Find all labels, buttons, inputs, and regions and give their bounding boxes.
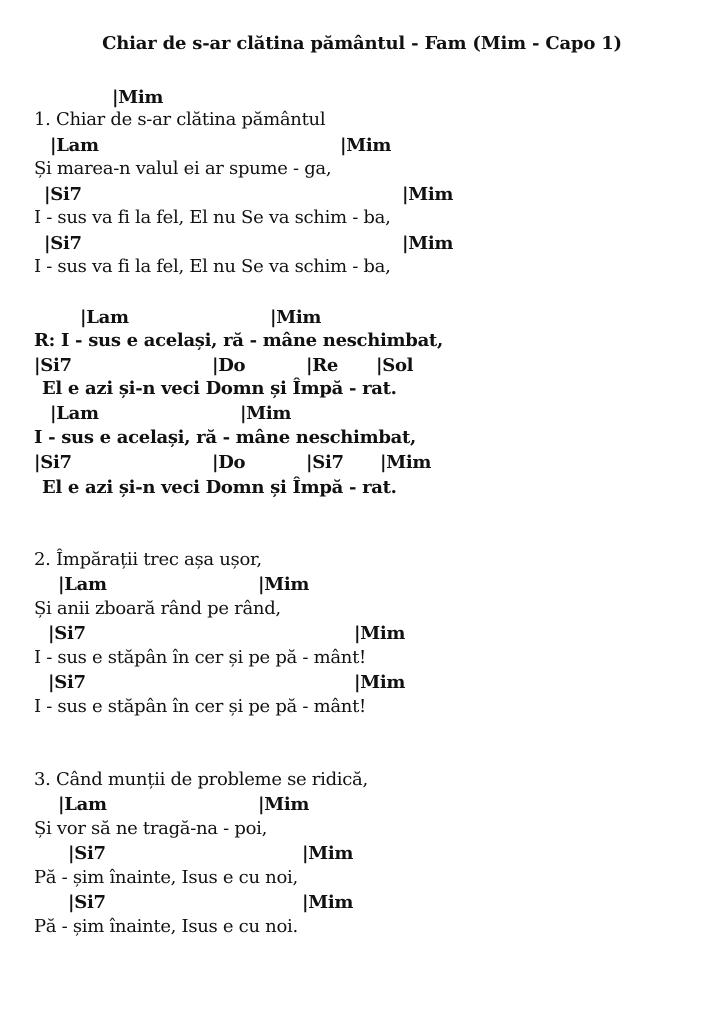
chord: |Si7 (34, 452, 72, 473)
chord: |Si7 (34, 355, 72, 376)
chord: |Si7 (68, 892, 106, 913)
chord: |Si7 (44, 233, 82, 254)
chord: |Sol (376, 355, 414, 376)
lyric-line: I - sus va fi la fel, El nu Se va schim - ba, (34, 256, 391, 277)
lyric-line: I - sus va fi la fel, El nu Se va schim - ba, (34, 207, 391, 228)
chorus-line: I - sus e același, ră - mâne neschimbat, (34, 427, 416, 448)
lyric-line: Pă - șim înainte, Isus e cu noi. (34, 916, 298, 937)
chord: |Lam (58, 574, 107, 595)
chord: |Do (212, 355, 246, 376)
chord: |Mim (402, 184, 454, 205)
chord: |Mim (340, 135, 392, 156)
chorus-line: El e azi și-n veci Domn și Împă - rat. (42, 477, 397, 498)
chord: |Mim (112, 87, 164, 108)
chord: |Mim (258, 574, 310, 595)
chord: |Mim (240, 403, 292, 424)
chord: |Si7 (68, 843, 106, 864)
lyric-line: I - sus e stăpân în cer și pe pă - mânt! (34, 647, 366, 668)
lyric-line: Și marea-n valul ei ar spume - ga, (34, 158, 332, 179)
chord: |Mim (270, 307, 322, 328)
lyric-line: Și vor să ne tragă-na - poi, (34, 818, 267, 839)
chord: |Lam (50, 135, 99, 156)
lyric-line: 3. Când munții de probleme se ridică, (34, 769, 368, 790)
chord: |Mim (354, 672, 406, 693)
chord: |Mim (258, 794, 310, 815)
chorus-line: R: I - sus e același, ră - mâne neschimbat, (34, 330, 443, 351)
chord: |Mim (354, 623, 406, 644)
chord: |Do (212, 452, 246, 473)
lyric-line: Pă - șim înainte, Isus e cu noi, (34, 867, 298, 888)
lyric-line: I - sus e stăpân în cer și pe pă - mânt! (34, 696, 366, 717)
chord: |Lam (58, 794, 107, 815)
chord: |Mim (302, 892, 354, 913)
song-title: Chiar de s-ar clătina pământul - Fam (Mim - Capo 1) (102, 33, 622, 54)
chorus-line: El e azi și-n veci Domn și Împă - rat. (42, 378, 397, 399)
chord: |Lam (50, 403, 99, 424)
chord: |Si7 (48, 672, 86, 693)
lyric-line: 1. Chiar de s-ar clătina pământul (34, 109, 326, 130)
lyric-line: Și anii zboară rând pe rând, (34, 598, 281, 619)
chord: |Si7 (44, 184, 82, 205)
chord: |Mim (380, 452, 432, 473)
chord: |Lam (80, 307, 129, 328)
lyric-line: 2. Împărații trec așa ușor, (34, 549, 262, 570)
chord: |Mim (302, 843, 354, 864)
chord: |Si7 (48, 623, 86, 644)
chord: |Mim (402, 233, 454, 254)
chord: |Si7 (306, 452, 344, 473)
chord: |Re (306, 355, 339, 376)
